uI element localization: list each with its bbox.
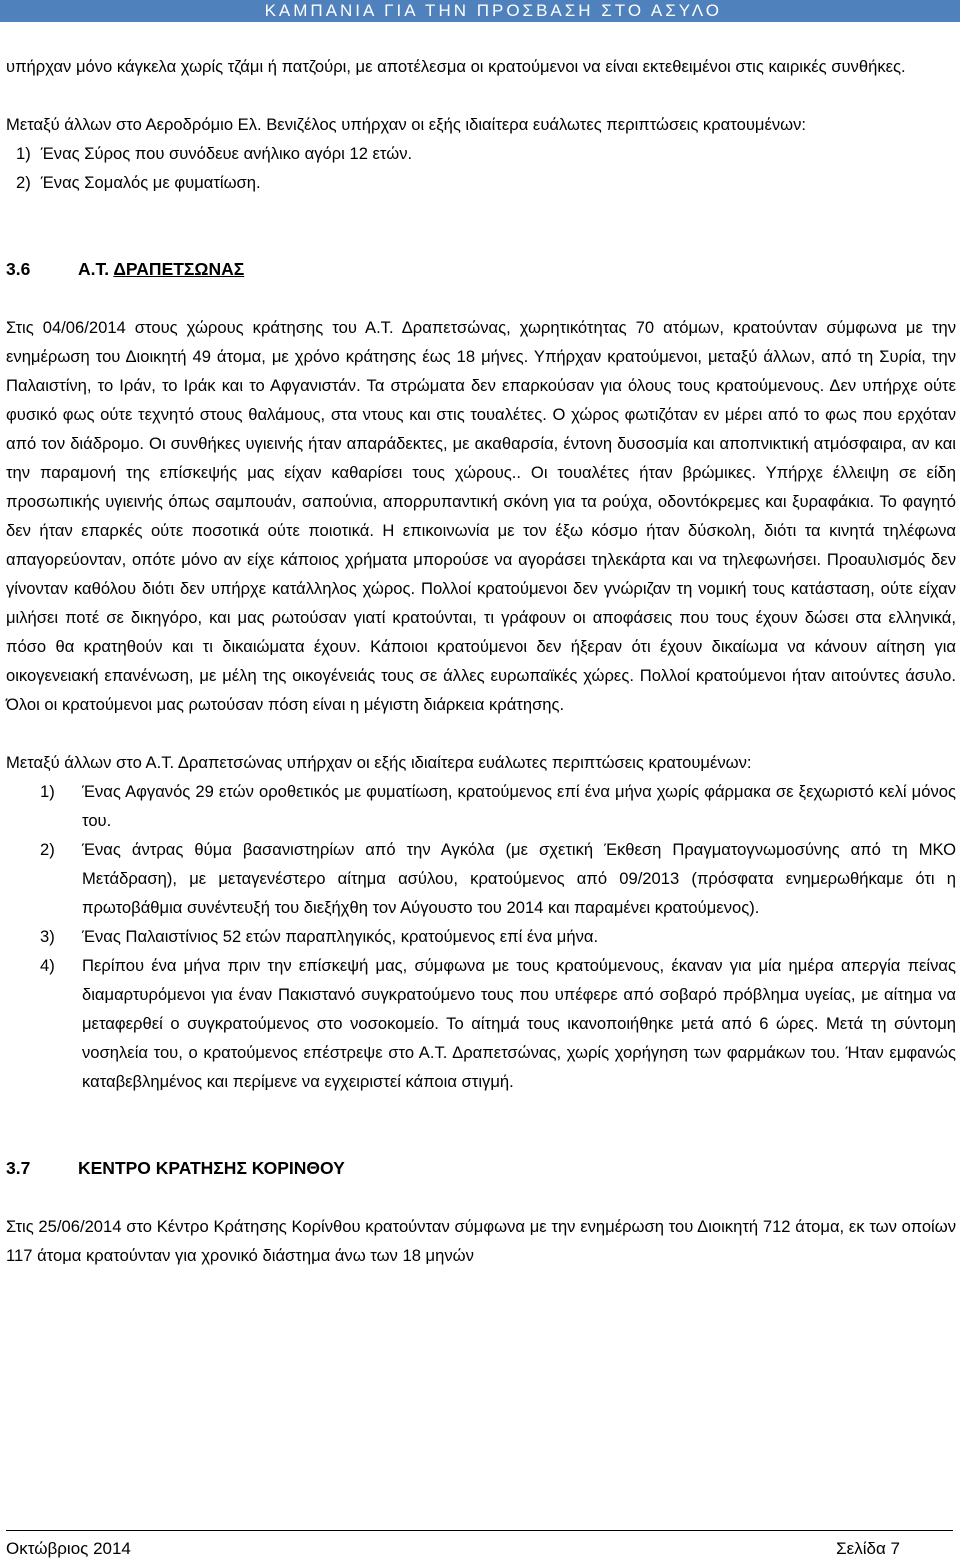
list-item-number: 2): [16, 173, 31, 192]
section-number: 3.7: [6, 1158, 31, 1178]
airport-cases-list: [6, 139, 956, 197]
list-item-text: Ένας άντρας θύμα βασανιστηρίων από την Αγκόλα (με σχετική Έκθεση Πραγματογνωμοσύνης από τη ΜΚΟ Μετάδραση), με μεταγενέστερο αίτημα ασύλου, κρατούμενος από 09/2013 (πρόσφατα ενημερωθήκαμε ότι η πρωτοβάθμια συνέντευξή του διεξήχθη τον Αύγουστο του 2014 και παραμένει κρατούμενος).: [82, 840, 956, 917]
list-item: [6, 835, 956, 922]
footer-page-number: Σελίδα 7: [836, 1539, 900, 1558]
section-title: ΚΕΝΤΡΟ ΚΡΑΤΗΣΗΣ ΚΟΡΙΝΘΟΥ: [78, 1158, 345, 1178]
list-item-number: 1): [40, 782, 55, 801]
list-item: [6, 951, 956, 1096]
section-3-6-body: Στις 04/06/2014 στους χώρους κράτησης του Α.Τ. Δραπετσώνας, χωρητικότητας 70 ατόμων, κρατούνταν σύμφωνα με την ενημέρωση του Διοικητή 49 άτομα, με χρόνο κράτησης έως 18 μήνες. Υπήρχαν κρατούμενοι, μεταξύ άλλων, από τη Συρία, την Παλαιστίνη, το Ιράν, το Ιράκ και το Αφγανιστάν. Τα στρώματα δεν επαρκούσαν για όλους τους κρατούμενους. Δεν υπήρχε ούτε φυσικό φως ούτε τεχνητό στους θαλάμους, στα ντους και στις τουαλέτες. Ο χώρος φωτιζόταν εν μέρει από το φως που ερχόταν από τον διάδρομο. Οι συνθήκες υγιεινής ήταν απαράδεκτες, με ακαθαρσία, έντονη δυσοσμία και αποπνικτική ατμόσφαιρα, αν και την παραμονή της επίσκεψής μας είχαν καθαρίσει τους χώρους.. Οι τουαλέτες ήταν βρώμικες. Υπήρχε έλλειψη σε είδη προσωπικής υγιεινής όπως σαμπουάν, σαπούνια, απορρυπαντική σκόνη για τα ρούχα, οδοντόκρεμες και ξυραφάκια. Το φαγητό δεν ήταν επαρκές ούτε ποσοτικά ούτε ποιοτικά. Η επικοινωνία με τον έξω κόσμο ήταν δύσκολη, διότι τα κινητά τηλέφωνα απαγορεύονταν, οπότε μόνο αν είχε κάποιος χρήματα μπορούσε να αγοράσει τηλεκάρτα και να τηλεφωνήσει. Προαυλισμός δεν γίνονταν καθόλου διότι δεν υπήρχε κατάλληλος χώρος. Πολλοί κρατούμενοι δεν γνώριζαν τη νομική τους κατάσταση, ούτε είχαν μιλήσει ποτέ σε δικηγόρο, και μας ρωτούσαν γιατί κρατούνται, τι γράφουν οι αποφάσεις που τους έχουν δώσει στα ελληνικά, πόσο θα κρατηθούν και τι δικαιώματα έχουν. Κάποιοι κρατούμενοι δεν ήξεραν ότι έχουν δικαίωμα να κάνουν αίτηση για οικογενειακή επανένωση, με μέλη της οικογένειάς τους σε άλλες ευρωπαϊκές χώρες. Πολλοί κρατούμενοι ήταν αιτούντες άσυλο. Όλοι οι κρατούμενοι μας ρωτούσαν πόση είναι η μέγιστη διάρκεια κράτησης.: [6, 318, 956, 714]
page-body: [6, 52, 956, 1270]
list-item-text: Ένας Παλαιστίνιος 52 ετών παραπληγικός, κρατούμενος επί ένα μήνα.: [82, 927, 599, 946]
document-header-title: ΚΑΜΠΑΝΙΑ ΓΙΑ ΤΗΝ ΠΡΟΣΒΑΣΗ ΣΤΟ ΑΣΥΛΟ: [264, 1, 722, 20]
list-item: [6, 922, 956, 951]
footer-divider: [6, 1530, 953, 1531]
list-item-text: Περίπου ένα μήνα πριν την επίσκεψή μας, σύμφωνα με τους κρατούμενους, έκαναν για μία ημέρα απεργία πείνας διαμαρτυρόμενοι για έναν Πακιστανό συγκρατούμενο τους που υπέφερε από σοβαρό πρόβλημα υγείας, με αίτημα να μεταφερθεί ο συγκρατούμενος στο νοσοκομείο. Το αίτημά τους ικανοποιήθηκε μετά από 6 ώρες. Μετά τη σύντομη νοσηλεία του, ο κρατούμενος επέστρεψε στο Α.Τ. Δραπετσώνας, χωρίς χορήγηση των φαρμάκων του. Ήταν εμφανώς καταβεβλημένος και περίμενε να εγχειριστεί κάποια στιγμή.: [82, 956, 956, 1091]
drapetsona-cases-list: [6, 777, 956, 1096]
intro-paragraph: υπήρχαν μόνο κάγκελα χωρίς τζάμι ή πατζούρι, με αποτέλεσμα οι κρατούμενοι να είναι εκτεθειμένοι στις καιρικές συνθήκες.: [6, 57, 906, 76]
list-item-text: Ένας Σύρος που συνόδευε ανήλικο αγόρι 12 ετών.: [40, 144, 413, 163]
section-heading-3-7: [6, 1154, 956, 1183]
footer-date: Οκτώβριος 2014: [6, 1539, 131, 1558]
list-item-text: Ένας Αφγανός 29 ετών οροθετικός με φυματίωση, κρατούμενος επί ένα μήνα χωρίς φάρμακα σε ξεχωριστό κελί μόνος του.: [82, 782, 956, 830]
section-number: 3.6: [6, 259, 31, 279]
section-3-7-body: Στις 25/06/2014 στο Κέντρο Κράτησης Κορίνθου κρατούνταν σύμφωνα με την ενημέρωση του Διοικητή 712 άτομα, εκ των οποίων 117 άτομα κρατούνταν για χρονικό διάστημα άνω των 18 μηνών: [6, 1217, 956, 1265]
list-item-text: Ένας Σομαλός με φυματίωση.: [40, 173, 261, 192]
list-item-number: 3): [40, 927, 55, 946]
list-item: [6, 168, 956, 197]
document-header-band: [0, 0, 960, 22]
section-title-prefix: Α.Τ.: [78, 259, 114, 279]
list-item: [6, 139, 956, 168]
airport-vulnerable-intro: Μεταξύ άλλων στο Αεροδρόμιο Ελ. Βενιζέλος υπήρχαν οι εξής ιδιαίτερα ευάλωτες περιπτώσεις κρατουμένων:: [6, 115, 807, 134]
section-title-underlined: ΔΡΑΠΕΤΣΩΝΑΣ: [113, 259, 245, 279]
list-item: [6, 777, 956, 835]
list-item-number: 2): [40, 840, 55, 859]
section-heading-3-6: [6, 255, 956, 284]
drapetsona-vulnerable-intro: Μεταξύ άλλων στο Α.Τ. Δραπετσώνας υπήρχαν οι εξής ιδιαίτερα ευάλωτες περιπτώσεις κρατουμένων:: [6, 753, 752, 772]
list-item-number: 1): [16, 144, 31, 163]
page-footer: [6, 1536, 900, 1562]
list-item-number: 4): [40, 956, 55, 975]
